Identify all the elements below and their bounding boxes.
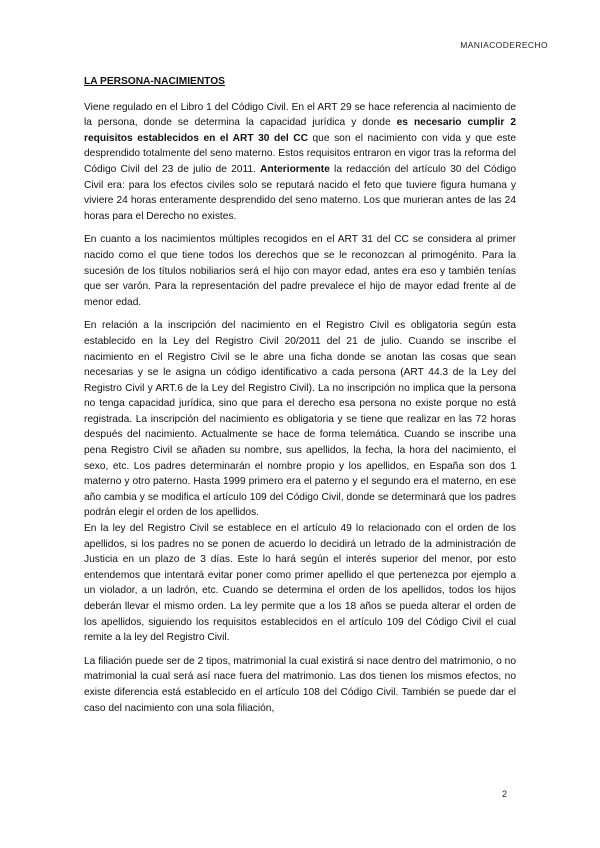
paragraph xyxy=(84,232,516,310)
paragraph xyxy=(84,100,516,225)
text-run: En la ley del Registro Civil se establece en el artículo 49 lo relacionado con el orden de los apellidos, si los padres no se ponen de acuerdo lo decidirá un letrado de la administración de Justicia en un plazo de 3 días. Este lo hará según el interés superior del menor, por esto entendemos que intentará evitar poner como primer apellido el que pertenezca por ejemplo a un violador, a un ladrón, etc. Cuando se determina el orden de los apellidos, todos los hijos deberán llevar el mismo orden. La ley permite que a los 18 años se pueda alterar el orden de los apellidos, siguiendo los requisitos establecidos en el artículo 109 del Código Civil el cual remite a la ley del Registro Civil. xyxy=(84,523,516,644)
page-header: MANIACODERECHO xyxy=(460,40,548,50)
text-run: la redacción del artículo 30 del Código Civil era: para los efectos civiles solo se reputará nacido el feto que tuviere figura humana y viviere 24 horas enteramente desprendido del seno materno. Los que murieran antes de las 24 horas para el Derecho no existes. xyxy=(84,163,516,222)
bold-text: Anteriormente xyxy=(260,163,330,175)
text-run: La filiación puede ser de 2 tipos, matrimonial la cual existirá si nace dentro del matrimonio, o no matrimonial la cual será así nace fuera del matrimonio. Las dos tienen los mismos efectos, no existe diferencia está establecido en el artículo 108 del Código Civil. También se puede dar el caso del nacimiento con una sola filiación, xyxy=(84,655,516,714)
paragraphs-container xyxy=(84,100,516,717)
section-title: LA PERSONA-NACIMIENTOS xyxy=(84,76,225,87)
document-body xyxy=(84,74,516,724)
paragraph xyxy=(84,318,516,521)
text-run: que son el nacimiento con vida y que este desprendido totalmente del seno materno. Estos requisitos entraron en vigor tras la reforma del Código Civil del 23 de julio de 2011. xyxy=(84,132,516,175)
text-run: En relación a la inscripción del nacimiento en el Registro Civil es obligatoria según esta establecido en la Ley del Registro Civil 20/2011 del 21 de julio. Cuando se inscribe el nacimiento en el Registro Civil se le abre una ficha donde se anotan las cosas que sean necesarias y se le asigna un código identificativo a cada persona (ART 44.3 de la Ley del Registro Civil y ART.6 de la Ley del Registro Civil). La no inscripción no implica que la persona no tenga capacidad jurídica, sino que para el derecho esa persona no existe porque no está registrada. La inscripción del nacimiento es obligatoria y se tiene que realizar en las 72 horas después del nacimiento. Actualmente se hace de forma telemática. Cuando se inscribe una pena Registro Civil se añaden su nombre, sus apellidos, la fecha, la hora del nacimiento, el sexo, etc. Los padres determinarán el nombre propio y los apellidos, en España son dos 1 materno y otro paterno. Hasta 1999 primero era el paterno y el segundo era el materno, en ese año cambia y se modifica el artículo 109 del Código Civil, donde se determinará que los padres podrán elegir el orden de los apellidos. xyxy=(84,320,516,519)
paragraph xyxy=(84,521,516,646)
text-run: Viene regulado en el Libro 1 del Código Civil. En el ART 29 se hace referencia al nacimiento de la persona, donde se determina la capacidad jurídica y donde xyxy=(84,101,516,129)
page-number: 2 xyxy=(502,789,508,799)
paragraph xyxy=(84,654,516,716)
text-run: En cuanto a los nacimientos múltiples recogidos en el ART 31 del CC se considera al primer nacido como el que tiene todos los derechos que se le reconozcan al primogénito. Para la sucesión de los títulos nobiliarios será el hijo con mayor edad, antes era eso y también tenías que ser varón. Para la representación del padre prevalece el hijo de mayor edad frente al de menor edad. xyxy=(84,234,516,308)
bold-text: es necesario cumplir 2 requisitos establecidos en el ART 30 del CC xyxy=(84,117,516,144)
